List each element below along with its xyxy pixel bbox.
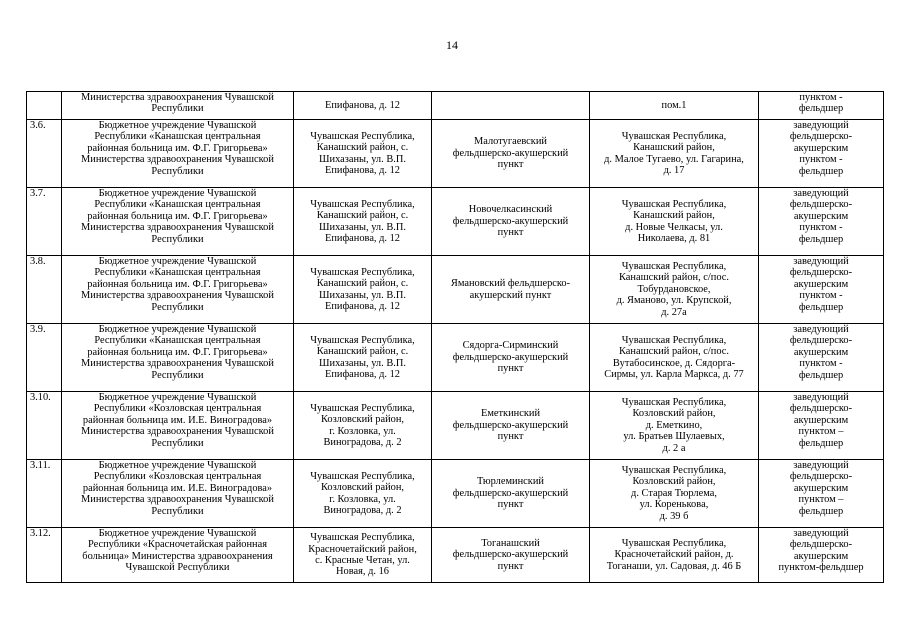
cell-facility (432, 392, 590, 460)
cell-line: фельдшерско-акушерский (452, 147, 569, 159)
cell-position (759, 460, 884, 528)
cell-facility-address (590, 188, 759, 256)
cell-facility-address (590, 460, 759, 528)
cell-line: пунктом – (798, 494, 844, 506)
cell-line: Чувашская Республика, (310, 266, 415, 278)
cell-line: Козловский район, (632, 476, 716, 488)
cell-line: Малотугаевский (474, 136, 547, 148)
cell-line: пункт (497, 431, 524, 443)
cell-line: Шихазаны, ул. В.П. (319, 153, 406, 165)
cell-organization (62, 528, 294, 583)
cell-line: Чувашская Республика, (621, 464, 727, 476)
cell-org-address (294, 92, 432, 120)
cell-line: Министерства здравоохранения Чувашской (81, 154, 274, 166)
cell-line: Канашский район, с. (316, 210, 409, 222)
cell-line: Епифанова, д. 12 (324, 232, 401, 244)
cell-org-address (294, 528, 432, 583)
cell-line: фельдшер (798, 233, 844, 245)
cell-line: пунктом - (799, 92, 843, 103)
cell-line: д. 17 (663, 164, 685, 176)
cell-line: пункт (497, 363, 524, 375)
cell-facility (432, 324, 590, 392)
cell-line: Тоганаши, ул. Садовая, д. 46 Б (606, 560, 742, 572)
cell-line: пункт (497, 159, 524, 171)
cell-line: районная больница им. Ф.Г. Григорьева» (87, 346, 268, 358)
table-row (27, 120, 884, 188)
cell-line: Епифанова, д. 12 (324, 164, 401, 176)
cell-line: д. 39 б (659, 510, 689, 522)
cell-line: г. Козловка, ул. (329, 493, 396, 505)
cell-organization (62, 120, 294, 188)
cell-org-address (294, 120, 432, 188)
cell-line: Бюджетное учреждение Чувашской (98, 120, 257, 131)
cell-line: фельдшерско-акушерский (452, 487, 569, 499)
cell-line: Виноградова, д. 2 (323, 436, 402, 448)
cell-line: Чувашская Республика, (621, 396, 727, 408)
cell-number (27, 92, 62, 120)
cell-line: Республики «Канашская центральная (94, 131, 261, 143)
cell-line: районная больница им. И.Е. Виноградова» (82, 482, 273, 494)
table-row (27, 188, 884, 256)
cell-line: фельдшерско- (789, 199, 853, 211)
table-row (27, 528, 884, 583)
cell-line: пунктом-фельдшер (778, 562, 864, 574)
cell-line: Чувашской Республики (125, 562, 230, 574)
cell-org-address (294, 324, 432, 392)
cell-line: Республики «Козловская центральная (93, 471, 262, 483)
cell-line: Республики (151, 103, 204, 115)
cell-line: Тюрлеминский (477, 476, 544, 488)
table-row (27, 92, 884, 120)
cell-line: с. Красные Четан, ул. (315, 555, 410, 566)
cell-line: фельдшер (798, 301, 844, 313)
cell-line: Министерства здравоохранения Чувашской (81, 426, 274, 438)
cell-line: г. Козловка, ул. (329, 425, 396, 437)
cell-organization (62, 460, 294, 528)
cell-position (759, 92, 884, 120)
cell-position (759, 528, 884, 583)
cell-line: Виноградова, д. 2 (323, 504, 402, 516)
cell-line: фельдшерско- (789, 131, 853, 143)
cell-facility-address (590, 528, 759, 583)
cell-line: Новочелкасинский (468, 204, 553, 216)
cell-line: Вутабосинское, д. Сядорга- (612, 357, 736, 369)
cell-facility-address (590, 92, 759, 120)
facilities-table (26, 91, 884, 583)
cell-number: 3.12. (27, 528, 62, 583)
cell-line: фельдшерско- (789, 471, 853, 483)
cell-facility (432, 92, 590, 120)
cell-line: заведующий (793, 324, 849, 335)
cell-line: акушерским (793, 414, 849, 426)
cell-line: заведующий (793, 120, 849, 131)
cell-line: фельдшерско- (789, 403, 853, 415)
cell-line: заведующий (793, 188, 849, 199)
cell-line: Канашский район, с/пос. (619, 346, 729, 358)
cell-org-address (294, 392, 432, 460)
cell-line: Николаева, д. 81 (637, 232, 711, 244)
cell-line: Министерства здравоохранения Чувашской (81, 222, 274, 234)
cell-organization (62, 256, 294, 324)
cell-line: фельдшерско-акушерский (452, 419, 569, 431)
cell-facility (432, 460, 590, 528)
cell-number: 3.9. (27, 324, 62, 392)
cell-line: Епифанова, д. 12 (324, 300, 401, 312)
cell-facility (432, 188, 590, 256)
cell-facility (432, 256, 590, 324)
cell-line: пунктом – (798, 426, 844, 438)
table-row (27, 256, 884, 324)
cell-facility-address (590, 392, 759, 460)
cell-line: Канашский район, с. (316, 346, 409, 358)
cell-line: Республики (151, 437, 204, 449)
cell-line: заведующий (793, 460, 849, 471)
cell-line: фельдшерско-акушерский (452, 549, 569, 561)
cell-line: Чувашская Республика, (310, 402, 415, 414)
cell-line: ул. Братьев Шулаевых, (623, 431, 725, 443)
cell-line: акушерским (793, 210, 849, 222)
cell-line: Бюджетное учреждение Чувашской (98, 324, 257, 335)
cell-line: Республики (151, 233, 204, 245)
cell-line: Красночетайский район, (308, 543, 417, 555)
table-row (27, 460, 884, 528)
cell-organization (62, 92, 294, 120)
cell-line: фельдшерско- (789, 539, 853, 551)
cell-line: заведующий (793, 392, 849, 403)
cell-line: пом.1 (661, 99, 687, 111)
cell-line: Министерства здравоохранения Чувашской (81, 494, 274, 506)
cell-number: 3.6. (27, 120, 62, 188)
cell-line: Чувашская Республика, (310, 334, 415, 346)
cell-line: фельдшер (798, 505, 844, 517)
cell-line: Шихазаны, ул. В.П. (319, 221, 406, 233)
cell-line: д. Новые Челкасы, ул. (625, 221, 723, 233)
cell-org-address (294, 460, 432, 528)
cell-line: Козловский район, (320, 482, 405, 494)
cell-line: Министерства здравоохранения Чувашской (81, 358, 274, 370)
cell-line: районная больница им. Ф.Г. Григорьева» (87, 278, 268, 290)
cell-line: Республики (151, 301, 204, 313)
cell-line: Министерства здравоохранения Чувашской (81, 92, 274, 103)
cell-line: Чувашская Республика, (310, 470, 415, 482)
cell-org-address (294, 256, 432, 324)
cell-line: Республики «Канашская центральная (94, 199, 261, 211)
cell-line: Канашский район, (633, 210, 715, 222)
cell-line: Тоганашский (481, 537, 540, 549)
cell-line: Бюджетное учреждение Чувашской (98, 528, 257, 539)
cell-line: Новая, д. 16 (336, 566, 389, 578)
cell-line: Бюджетное учреждение Чувашской (98, 460, 257, 471)
cell-organization (62, 188, 294, 256)
cell-line: Канашский район, с. (316, 278, 409, 290)
cell-line: фельдшер (798, 437, 844, 449)
page-number: 14 (446, 38, 458, 52)
cell-line: пункт (497, 227, 524, 239)
cell-facility-address (590, 256, 759, 324)
cell-line: Республики «Красночетайская районная (88, 539, 267, 551)
cell-line: Сирмы, ул. Карла Маркса, д. 77 (604, 368, 744, 380)
cell-position (759, 324, 884, 392)
cell-line: Сядорга-Сирминский (462, 340, 559, 352)
cell-line: Чувашская Республика, (621, 334, 727, 346)
cell-line: Канашский район, с. (316, 142, 409, 154)
cell-line: пункт (497, 499, 524, 511)
cell-line: Ямановский фельдшерско- (450, 278, 571, 290)
cell-line: фельдшер (798, 369, 844, 381)
cell-line: Республики «Козловская центральная (93, 403, 262, 415)
cell-line: пунктом - (799, 290, 843, 302)
cell-line: пункт (497, 560, 524, 572)
cell-line: фельдшер (798, 103, 844, 115)
cell-number: 3.7. (27, 188, 62, 256)
cell-line: Тобурдановское, (637, 283, 711, 295)
cell-line: акушерским (793, 142, 849, 154)
cell-position (759, 256, 884, 324)
cell-number: 3.10. (27, 392, 62, 460)
cell-line: Чувашская Республика, (621, 537, 727, 549)
cell-line: Епифанова, д. 12 (324, 99, 401, 111)
cell-line: Республики (151, 505, 204, 517)
cell-line: Шихазаны, ул. В.П. (319, 357, 406, 369)
cell-line: акушерским (793, 346, 849, 358)
cell-line: Чувашская Республика, (621, 260, 727, 272)
cell-line: Бюджетное учреждение Чувашской (98, 188, 257, 199)
cell-line: фельдшерско-акушерский (452, 351, 569, 363)
cell-line: акушерским (793, 550, 849, 562)
cell-line: акушерским (793, 482, 849, 494)
cell-line: ул. Кореньковa, (639, 499, 709, 511)
cell-line: Козловский район, (632, 408, 716, 420)
cell-line: Республики «Канашская центральная (94, 267, 261, 279)
cell-line: районная больница им. Ф.Г. Григорьева» (87, 210, 268, 222)
cell-line: Епифанова, д. 12 (324, 368, 401, 380)
cell-line: Республики «Канашская центральная (94, 335, 261, 347)
cell-facility (432, 120, 590, 188)
cell-line: д. Яманово, ул. Крупской, (616, 295, 732, 307)
cell-line: Министерства здравоохранения Чувашской (81, 290, 274, 302)
cell-position (759, 188, 884, 256)
cell-line: д. Старая Тюрлема, (631, 487, 717, 499)
cell-facility-address (590, 120, 759, 188)
cell-line: больница» Министерства здравоохранения (82, 550, 273, 562)
cell-organization (62, 324, 294, 392)
cell-position (759, 392, 884, 460)
cell-organization (62, 392, 294, 460)
cell-position (759, 120, 884, 188)
cell-line: д. 2 а (662, 442, 686, 454)
cell-line: пунктом - (799, 222, 843, 234)
cell-line: Чувашская Республика, (310, 130, 415, 142)
cell-line: Красночетайский район, д. (614, 549, 734, 561)
cell-line: фельдшерско- (789, 267, 853, 279)
cell-number: 3.8. (27, 256, 62, 324)
cell-line: Чувашская Республика, (621, 198, 727, 210)
cell-line: Канашский район, с/пос. (619, 272, 729, 284)
cell-line: Бюджетное учреждение Чувашской (98, 392, 257, 403)
cell-line: Козловский район, (320, 414, 405, 426)
cell-line: Бюджетное учреждение Чувашской (98, 256, 257, 267)
cell-line: заведующий (793, 256, 849, 267)
cell-facility-address (590, 324, 759, 392)
cell-org-address (294, 188, 432, 256)
cell-line: заведующий (793, 528, 849, 539)
cell-line: Чувашская Республика, (310, 532, 415, 544)
cell-line: Канашский район, (633, 142, 715, 154)
cell-line: д. Малое Тугаево, ул. Гагарина, (604, 153, 744, 165)
cell-line: Чувашская Республика, (310, 198, 415, 210)
cell-line: пунктом - (799, 154, 843, 166)
cell-line: д. 27а (661, 306, 687, 318)
cell-line: Республики (151, 165, 204, 177)
cell-line: д. Еметкино, (645, 419, 703, 431)
cell-number: 3.11. (27, 460, 62, 528)
cell-line: акушерский пункт (469, 289, 552, 301)
cell-line: акушерским (793, 278, 849, 290)
table-row (27, 392, 884, 460)
cell-line: Чувашская Республика, (621, 130, 727, 142)
cell-facility (432, 528, 590, 583)
cell-line: Республики (151, 369, 204, 381)
cell-line: фельдшерско- (789, 335, 853, 347)
cell-line: фельдшер (798, 165, 844, 177)
cell-line: Еметкинский (480, 408, 541, 420)
cell-line: фельдшерско-акушерский (452, 215, 569, 227)
cell-line: районная больница им. Ф.Г. Григорьева» (87, 142, 268, 154)
cell-line: районная больница им. И.Е. Виноградова» (82, 414, 273, 426)
cell-line: пунктом - (799, 358, 843, 370)
table-row (27, 324, 884, 392)
cell-line: Шихазаны, ул. В.П. (319, 289, 406, 301)
